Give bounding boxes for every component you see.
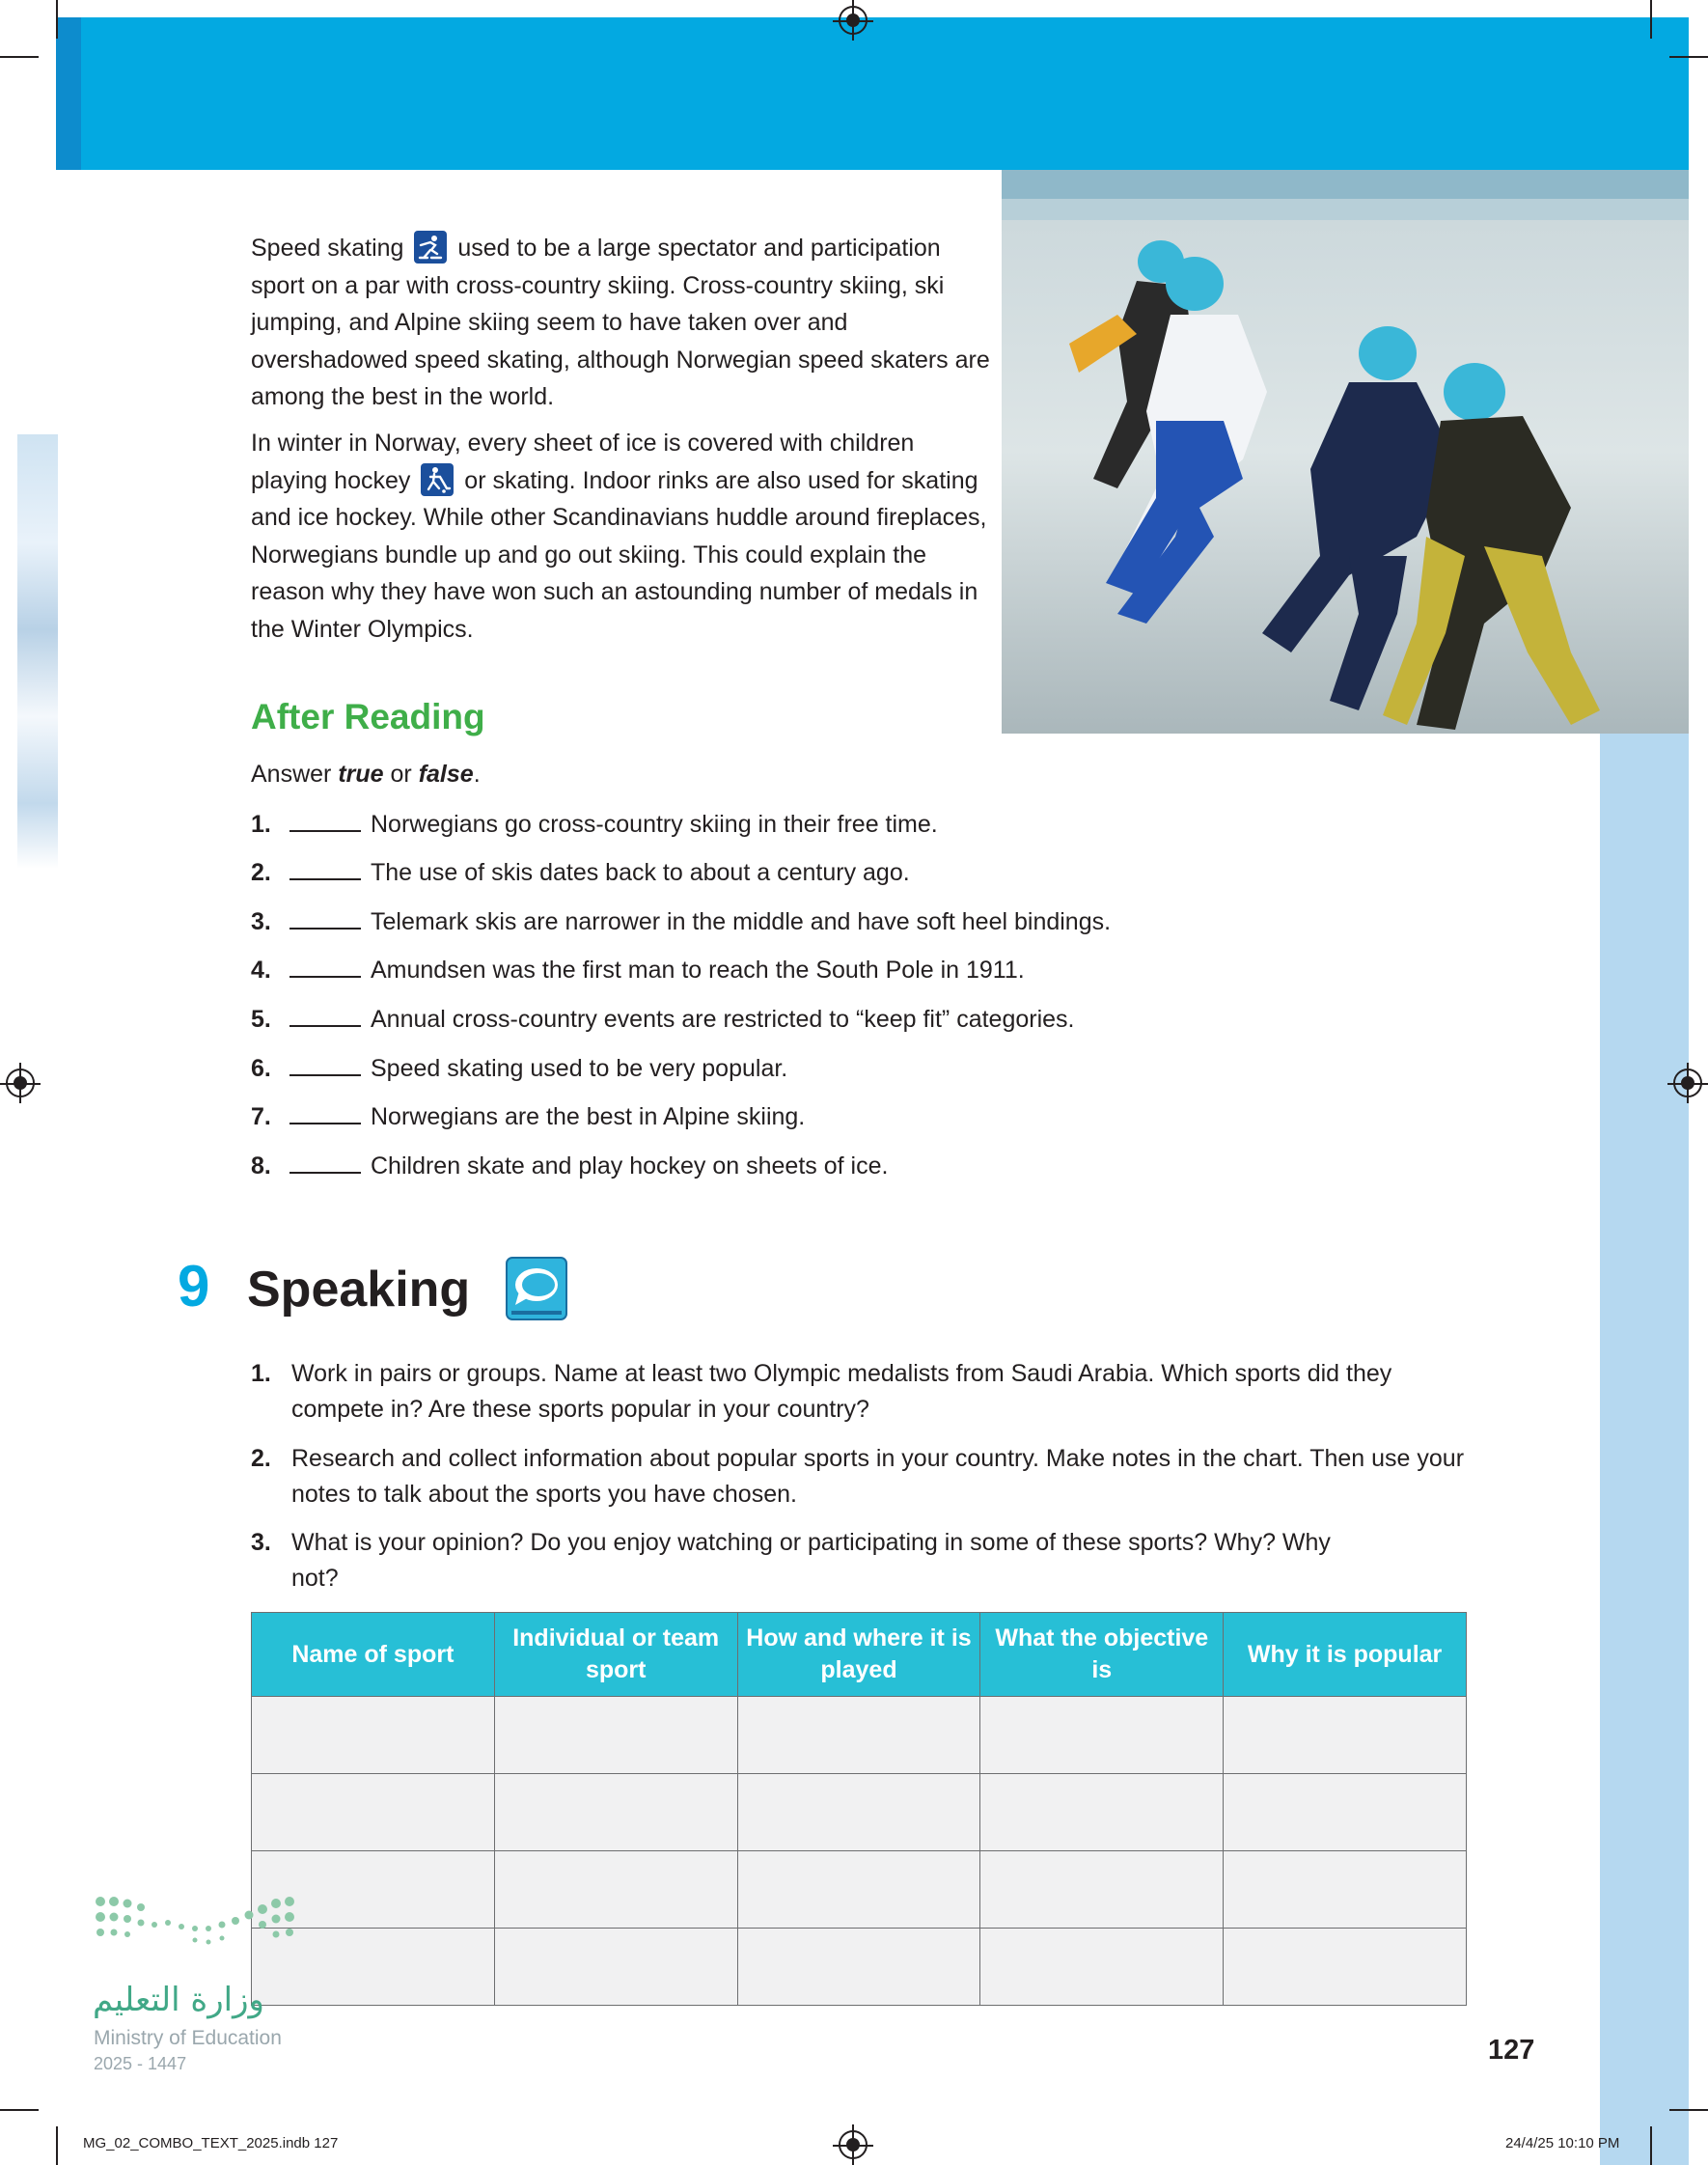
true-false-item <box>251 1006 1075 1034</box>
reading-paragraph-2 <box>251 425 994 648</box>
paragraph-text: In winter in Norway, every sheet of ice is covered with children playing hockey <box>251 430 915 494</box>
crop-mark <box>1650 2126 1652 2165</box>
top-banner <box>56 17 1689 170</box>
chart-cell[interactable] <box>494 1697 737 1774</box>
ministry-year: 2025 - 1447 <box>94 2054 187 2073</box>
true-false-item <box>251 957 1025 985</box>
sports-notes-chart <box>251 1612 1467 2006</box>
crop-mark <box>56 2126 58 2165</box>
task-text: Research and collect information about popular sports in your country. Make notes in the chart. Then use your notes to talk about the sports you have chosen. <box>291 1445 1465 1508</box>
print-slug-filename: MG_02_COMBO_TEXT_2025.indb 127 <box>83 2135 339 2151</box>
answer-blank[interactable] <box>289 811 361 832</box>
ministry-arabic-name: وزارة التعليم <box>93 1981 264 2019</box>
instruction-prefix: Answer <box>251 761 332 788</box>
answer-blank[interactable] <box>289 908 361 930</box>
column-header: Why it is popular <box>1224 1613 1467 1697</box>
paragraph-text: Speed skating <box>251 235 404 262</box>
item-number: 2. <box>251 859 271 886</box>
answer-blank[interactable] <box>289 1103 361 1124</box>
chart-cell[interactable] <box>737 1929 980 2006</box>
chart-cell[interactable] <box>737 1697 980 1774</box>
chart-cell[interactable] <box>737 1774 980 1851</box>
paragraph-text: or skating. Indoor rinks are also used for skating and ice hockey. While other Scandinavians huddle around fireplaces, Norwegians bundle up and go out skiing. This could explain the reason why they have won such an astounding number of medals in the Winter Olympics. <box>251 466 987 643</box>
item-statement: Telemark skis are narrower in the middle and have soft heel bindings. <box>371 908 1112 935</box>
banner-edge <box>56 17 81 170</box>
short-track-skaters-photo <box>1002 170 1689 734</box>
crop-mark <box>1669 2109 1708 2111</box>
after-reading-heading: After Reading <box>251 697 485 736</box>
column-header: Name of sport <box>252 1613 495 1697</box>
item-number: 1. <box>251 811 271 838</box>
right-side-bar <box>1600 734 1689 2165</box>
chart-row <box>252 1851 1467 1929</box>
chart-cell[interactable] <box>494 1774 737 1851</box>
crop-mark <box>0 56 39 58</box>
instruction-false: false <box>418 761 474 788</box>
chart-header-row <box>252 1613 1467 1697</box>
task-number: 3. <box>251 1529 271 1556</box>
chart-cell[interactable] <box>494 1929 737 2006</box>
item-statement: Norwegians go cross-country skiing in their free time. <box>371 811 938 838</box>
chart-row <box>252 1929 1467 2006</box>
chart-row <box>252 1697 1467 1774</box>
speaking-task <box>251 1525 1332 1596</box>
chart-cell[interactable] <box>252 1774 495 1851</box>
answer-blank[interactable] <box>289 1055 361 1076</box>
item-number: 4. <box>251 957 271 984</box>
task-text: What is your opinion? Do you enjoy watching or participating in some of these sports? Why? Why not? <box>291 1529 1331 1592</box>
registration-mark-icon <box>839 2130 868 2159</box>
item-statement: Children skate and play hockey on sheets of ice. <box>371 1152 889 1180</box>
item-statement: Annual cross-country events are restricted to “keep fit” categories. <box>371 1006 1075 1033</box>
chart-row <box>252 1774 1467 1851</box>
item-statement: The use of skis dates back to about a century ago. <box>371 859 910 886</box>
snow-image-strip <box>17 434 58 869</box>
item-number: 6. <box>251 1055 271 1082</box>
chart-cell[interactable] <box>980 1851 1224 1929</box>
instruction-true: true <box>338 761 384 788</box>
item-number: 3. <box>251 908 271 935</box>
answer-blank[interactable] <box>289 1152 361 1174</box>
item-number: 7. <box>251 1103 271 1130</box>
speech-bubble-icon <box>506 1257 567 1320</box>
true-false-item <box>251 908 1111 936</box>
registration-mark-icon <box>839 6 868 35</box>
crop-mark <box>0 2109 39 2111</box>
crop-mark <box>1650 0 1652 39</box>
after-reading-instruction <box>251 761 481 789</box>
item-statement: Amundsen was the first man to reach the South Pole in 1911. <box>371 957 1025 984</box>
item-number: 5. <box>251 1006 271 1033</box>
chart-cell[interactable] <box>1224 1697 1467 1774</box>
crop-mark <box>56 0 58 39</box>
instruction-end: . <box>473 761 481 788</box>
item-number: 8. <box>251 1152 271 1180</box>
speed-skating-pictogram-icon <box>414 231 447 264</box>
chart-cell[interactable] <box>980 1774 1224 1851</box>
chart-cell[interactable] <box>1224 1929 1467 2006</box>
registration-mark-icon <box>1673 1069 1702 1097</box>
ministry-english-name: Ministry of Education <box>94 2027 282 2049</box>
item-statement: Norwegians are the best in Alpine skiing. <box>371 1103 806 1130</box>
item-statement: Speed skating used to be very popular. <box>371 1055 788 1082</box>
section-number: 9 <box>178 1254 210 1318</box>
task-number: 2. <box>251 1445 271 1472</box>
column-header: What the objective is <box>980 1613 1224 1697</box>
true-false-item <box>251 1152 888 1180</box>
task-number: 1. <box>251 1360 271 1387</box>
crop-mark <box>1669 56 1708 58</box>
chart-cell[interactable] <box>980 1929 1224 2006</box>
speaking-task <box>251 1441 1476 1513</box>
answer-blank[interactable] <box>289 957 361 978</box>
column-header: Individual or team sport <box>494 1613 737 1697</box>
true-false-item <box>251 811 938 839</box>
answer-blank[interactable] <box>289 1006 361 1027</box>
column-header: How and where it is played <box>737 1613 980 1697</box>
print-slug-timestamp: 24/4/25 10:10 PM <box>1505 2135 1620 2151</box>
true-false-item <box>251 859 910 887</box>
answer-blank[interactable] <box>289 859 361 880</box>
task-text: Work in pairs or groups. Name at least two Olympic medalists from Saudi Arabia. Which sports did they compete in? Are these sports popular in your country? <box>291 1360 1392 1423</box>
chart-cell[interactable] <box>1224 1774 1467 1851</box>
registration-mark-icon <box>6 1069 35 1097</box>
true-false-item <box>251 1055 787 1083</box>
chart-cell[interactable] <box>737 1851 980 1929</box>
paragraph-text: used to be a large spectator and participation sport on a par with cross-country skiing. Cross-country skiing, ski jumping, and Alpine skiing seem to have taken over and overshadowed speed skating, although Norwegian speed skaters are among the best in the world. <box>251 235 990 410</box>
true-false-item <box>251 1103 805 1131</box>
chart-cell[interactable] <box>252 1697 495 1774</box>
speaking-task <box>251 1356 1476 1428</box>
instruction-or: or <box>390 761 412 788</box>
chart-cell[interactable] <box>980 1697 1224 1774</box>
chart-cell[interactable] <box>1224 1851 1467 1929</box>
page-number: 127 <box>1488 2035 1535 2066</box>
ice-hockey-pictogram-icon <box>421 463 454 496</box>
reading-paragraph-1 <box>251 230 994 416</box>
section-title: Speaking <box>247 1262 471 1318</box>
chart-cell[interactable] <box>494 1851 737 1929</box>
